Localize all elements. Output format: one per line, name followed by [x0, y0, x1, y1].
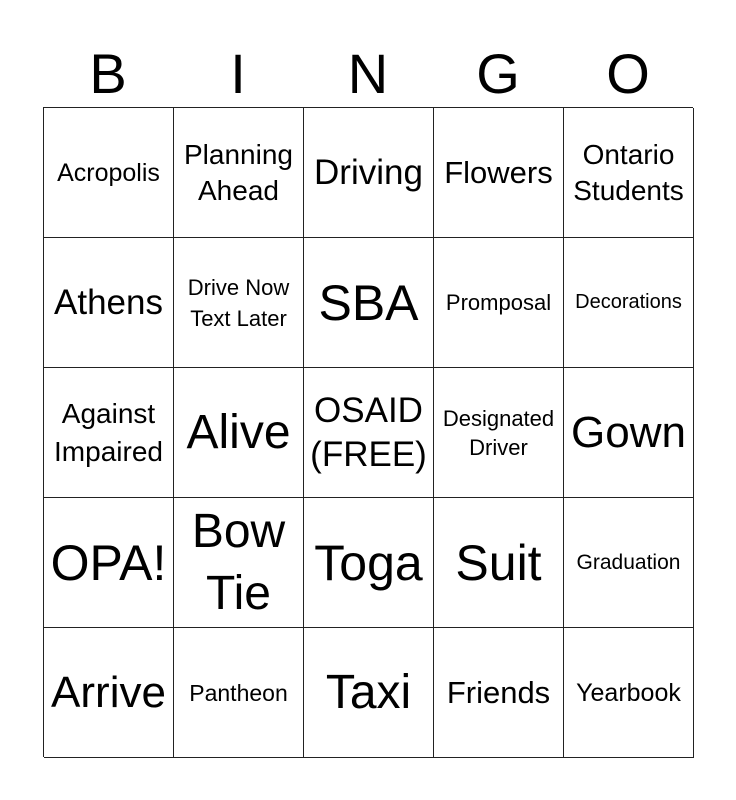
- bingo-cell[interactable]: [174, 238, 304, 368]
- bingo-cell[interactable]: [44, 628, 174, 758]
- bingo-cell[interactable]: [304, 368, 434, 498]
- bingo-cell[interactable]: [564, 108, 694, 238]
- bingo-cell[interactable]: [174, 498, 304, 628]
- bingo-cell[interactable]: [44, 108, 174, 238]
- bingo-cell[interactable]: [564, 628, 694, 758]
- bingo-cell[interactable]: [304, 498, 434, 628]
- cell-text: Drive Now Text Later: [187, 274, 290, 331]
- bingo-header: [43, 40, 693, 108]
- bingo-cell[interactable]: [564, 498, 694, 628]
- cell-text: Yearbook: [576, 678, 681, 707]
- header-letter-b: B: [89, 42, 127, 105]
- cell-text: Promposal: [445, 289, 552, 315]
- header-letter-g: G: [476, 42, 520, 105]
- cell-text: Taxi: [325, 665, 412, 719]
- cell-text: Planning Ahead: [184, 138, 293, 206]
- header-letter-o: O: [606, 42, 650, 105]
- header-letter-n: N: [347, 42, 389, 105]
- cell-text: SBA: [318, 274, 419, 331]
- cell-text: OPA!: [50, 534, 167, 591]
- bingo-cell[interactable]: [44, 368, 174, 498]
- cell-text: Friends: [446, 674, 551, 710]
- cell-text: Pantheon: [189, 679, 288, 706]
- cell-text: Suit: [455, 534, 542, 591]
- cell-text: Toga: [314, 534, 423, 591]
- cell-text: Alive: [186, 405, 291, 459]
- cell-text: Bow Tie: [191, 504, 286, 620]
- cell-text: Ontario Students: [573, 138, 684, 206]
- cell-text: OSAID (FREE): [310, 390, 427, 474]
- cell-text: Arrive: [51, 667, 166, 717]
- bingo-cell[interactable]: [174, 368, 304, 498]
- bingo-cell[interactable]: [434, 628, 564, 758]
- bingo-cell[interactable]: [304, 108, 434, 238]
- bingo-cell[interactable]: [434, 498, 564, 628]
- cell-text: Against Impaired: [54, 397, 163, 467]
- cell-text: Acropolis: [57, 158, 160, 187]
- bingo-cell[interactable]: [564, 368, 694, 498]
- cell-text: Decorations: [575, 291, 682, 313]
- cell-text: Flowers: [444, 154, 553, 190]
- bingo-card: [43, 107, 693, 757]
- bingo-cell[interactable]: [44, 498, 174, 628]
- bingo-cell[interactable]: [174, 628, 304, 758]
- cell-text: Designated Driver: [442, 405, 555, 460]
- bingo-cell[interactable]: [304, 238, 434, 368]
- cell-text: Athens: [54, 282, 163, 322]
- bingo-cell[interactable]: [434, 238, 564, 368]
- cell-text: Graduation: [576, 551, 681, 574]
- header-letter-i: I: [230, 42, 246, 105]
- bingo-cell[interactable]: [434, 368, 564, 498]
- bingo-cell[interactable]: [434, 108, 564, 238]
- bingo-cell[interactable]: [304, 628, 434, 758]
- bingo-cell[interactable]: [174, 108, 304, 238]
- bingo-cell[interactable]: [564, 238, 694, 368]
- cell-text: Gown: [571, 407, 686, 457]
- bingo-cell[interactable]: [44, 238, 174, 368]
- cell-text: Driving: [314, 152, 423, 192]
